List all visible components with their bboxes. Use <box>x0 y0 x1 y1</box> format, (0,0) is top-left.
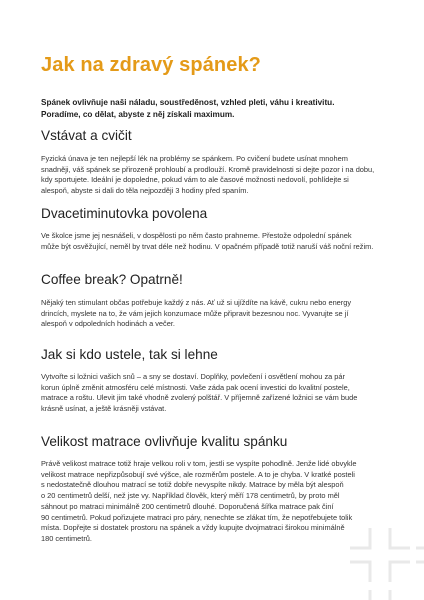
text-line: 90 centimetrů. Pokud pořizujete matraci pro páry, nenechte se zlákat tím, že nepotřebujete tolik <box>41 512 353 522</box>
text-line: sáhnout po matraci minimálně 200 centimetrů dlouhé. Doporučená šířka matrace pak činí <box>41 501 334 511</box>
section-text-matrace <box>41 459 396 545</box>
intro-line: Spánek ovlivňuje naši náladu, soustředěnost, vzhled pleti, váhu i kreativitu. <box>41 98 335 107</box>
section-text-vstavat <box>41 154 396 197</box>
text-line: alespoň v odpoledních hodinách a večer. <box>41 319 175 329</box>
text-line: Právě velikost matrace totiž hraje velkou roli v tom, jestli se vyspíte pohodlně. Jenže lidé obvykle <box>41 459 357 468</box>
text-line: 180 centimetrů. <box>41 533 92 543</box>
text-line: kdy sportujete. Ideální je dopoledne, pokud vám to ale časové možnosti nedovolí, pohlídejte si <box>41 175 349 185</box>
section-heading-matrace: Velikost matrace ovlivňuje kvalitu spánku <box>41 434 288 449</box>
section-text-ustele <box>41 372 396 415</box>
text-line: korun úplně změnit atmosféru celé místnosti. Vaše záda pak ocení investici do kvalitní postele, <box>41 382 350 392</box>
text-line: alespoň, abyste si dali do těla nejpozději 3 hodiny před spaním. <box>41 186 249 196</box>
text-line: o 20 centimetrů delší, než jste vy. Například člověk, který měří 178 centimetrů, by proto měl <box>41 491 340 501</box>
intro-paragraph <box>41 97 391 121</box>
section-heading-coffee: Coffee break? Opatrně! <box>41 272 183 287</box>
text-line: Nějaký ten stimulant občas potřebuje každý z nás. Ať už si ujíždíte na kávě, cukru nebo energy <box>41 298 352 307</box>
text-line: matrace a roštu. Ulevit jim také vhodně zvolený polštář. V příjemně zařízené ložnici se vám bude <box>41 393 358 403</box>
decorative-cross-watermark-icon <box>346 528 424 600</box>
intro-line: Poradíme, co dělat, abyste z něj získali maximum. <box>41 110 235 119</box>
page-title: Jak na zdravý spánek? <box>41 54 261 76</box>
text-line: Vytvořte si ložnici vašich snů – a sny se dostaví. Doplňky, povlečení i osvětlení mohou za pár <box>41 372 345 381</box>
section-heading-dvacetiminutovka: Dvacetiminutovka povolena <box>41 206 208 221</box>
section-text-coffee <box>41 298 396 330</box>
text-line: místa. Dopřejte si dostatek prostoru na spánek a vždy kupujte dvojmatraci širokou minimálně <box>41 523 345 533</box>
section-heading-ustele: Jak si kdo ustele, tak si lehne <box>41 347 218 362</box>
section-heading-vstavat: Vstávat a cvičit <box>41 128 132 143</box>
text-line: krásně usínat, a ještě krásněji vstávat. <box>41 404 167 414</box>
text-line: drincích, myslete na to, že vám jejich konzumace může připravit bezesnou noc. Vyvarujte se jí <box>41 308 349 318</box>
text-line: může být osvěžující, neměl by trvat déle než hodinu. V opačném případě totiž naruší váš noční režim. <box>41 241 374 251</box>
text-line: s nedostatečně dlouhou matrací se totiž dobře nevyspíte nikdy. Matrace by měla být alespoň <box>41 480 344 490</box>
text-line: velikost matrace nepřizpůsobují své výšce, ale rozměrům postele. A to je chyba. V kratké posteli <box>41 469 355 479</box>
text-line: Ve školce jsme jej nesnášeli, v dospělosti po něm často prahneme. Přestože odpolední spánek <box>41 231 352 240</box>
text-line: Fyzická únava je ten nejlepší lék na problémy se spánkem. Po cvičení budete usínat mnohem <box>41 154 348 163</box>
text-line: snadněji, váš spánek se přirozeně prohloubí a prodlouží. Kromě pravidelnosti si dejte pozor i na dobu, <box>41 164 375 174</box>
section-text-dvacetiminutovka <box>41 231 396 252</box>
